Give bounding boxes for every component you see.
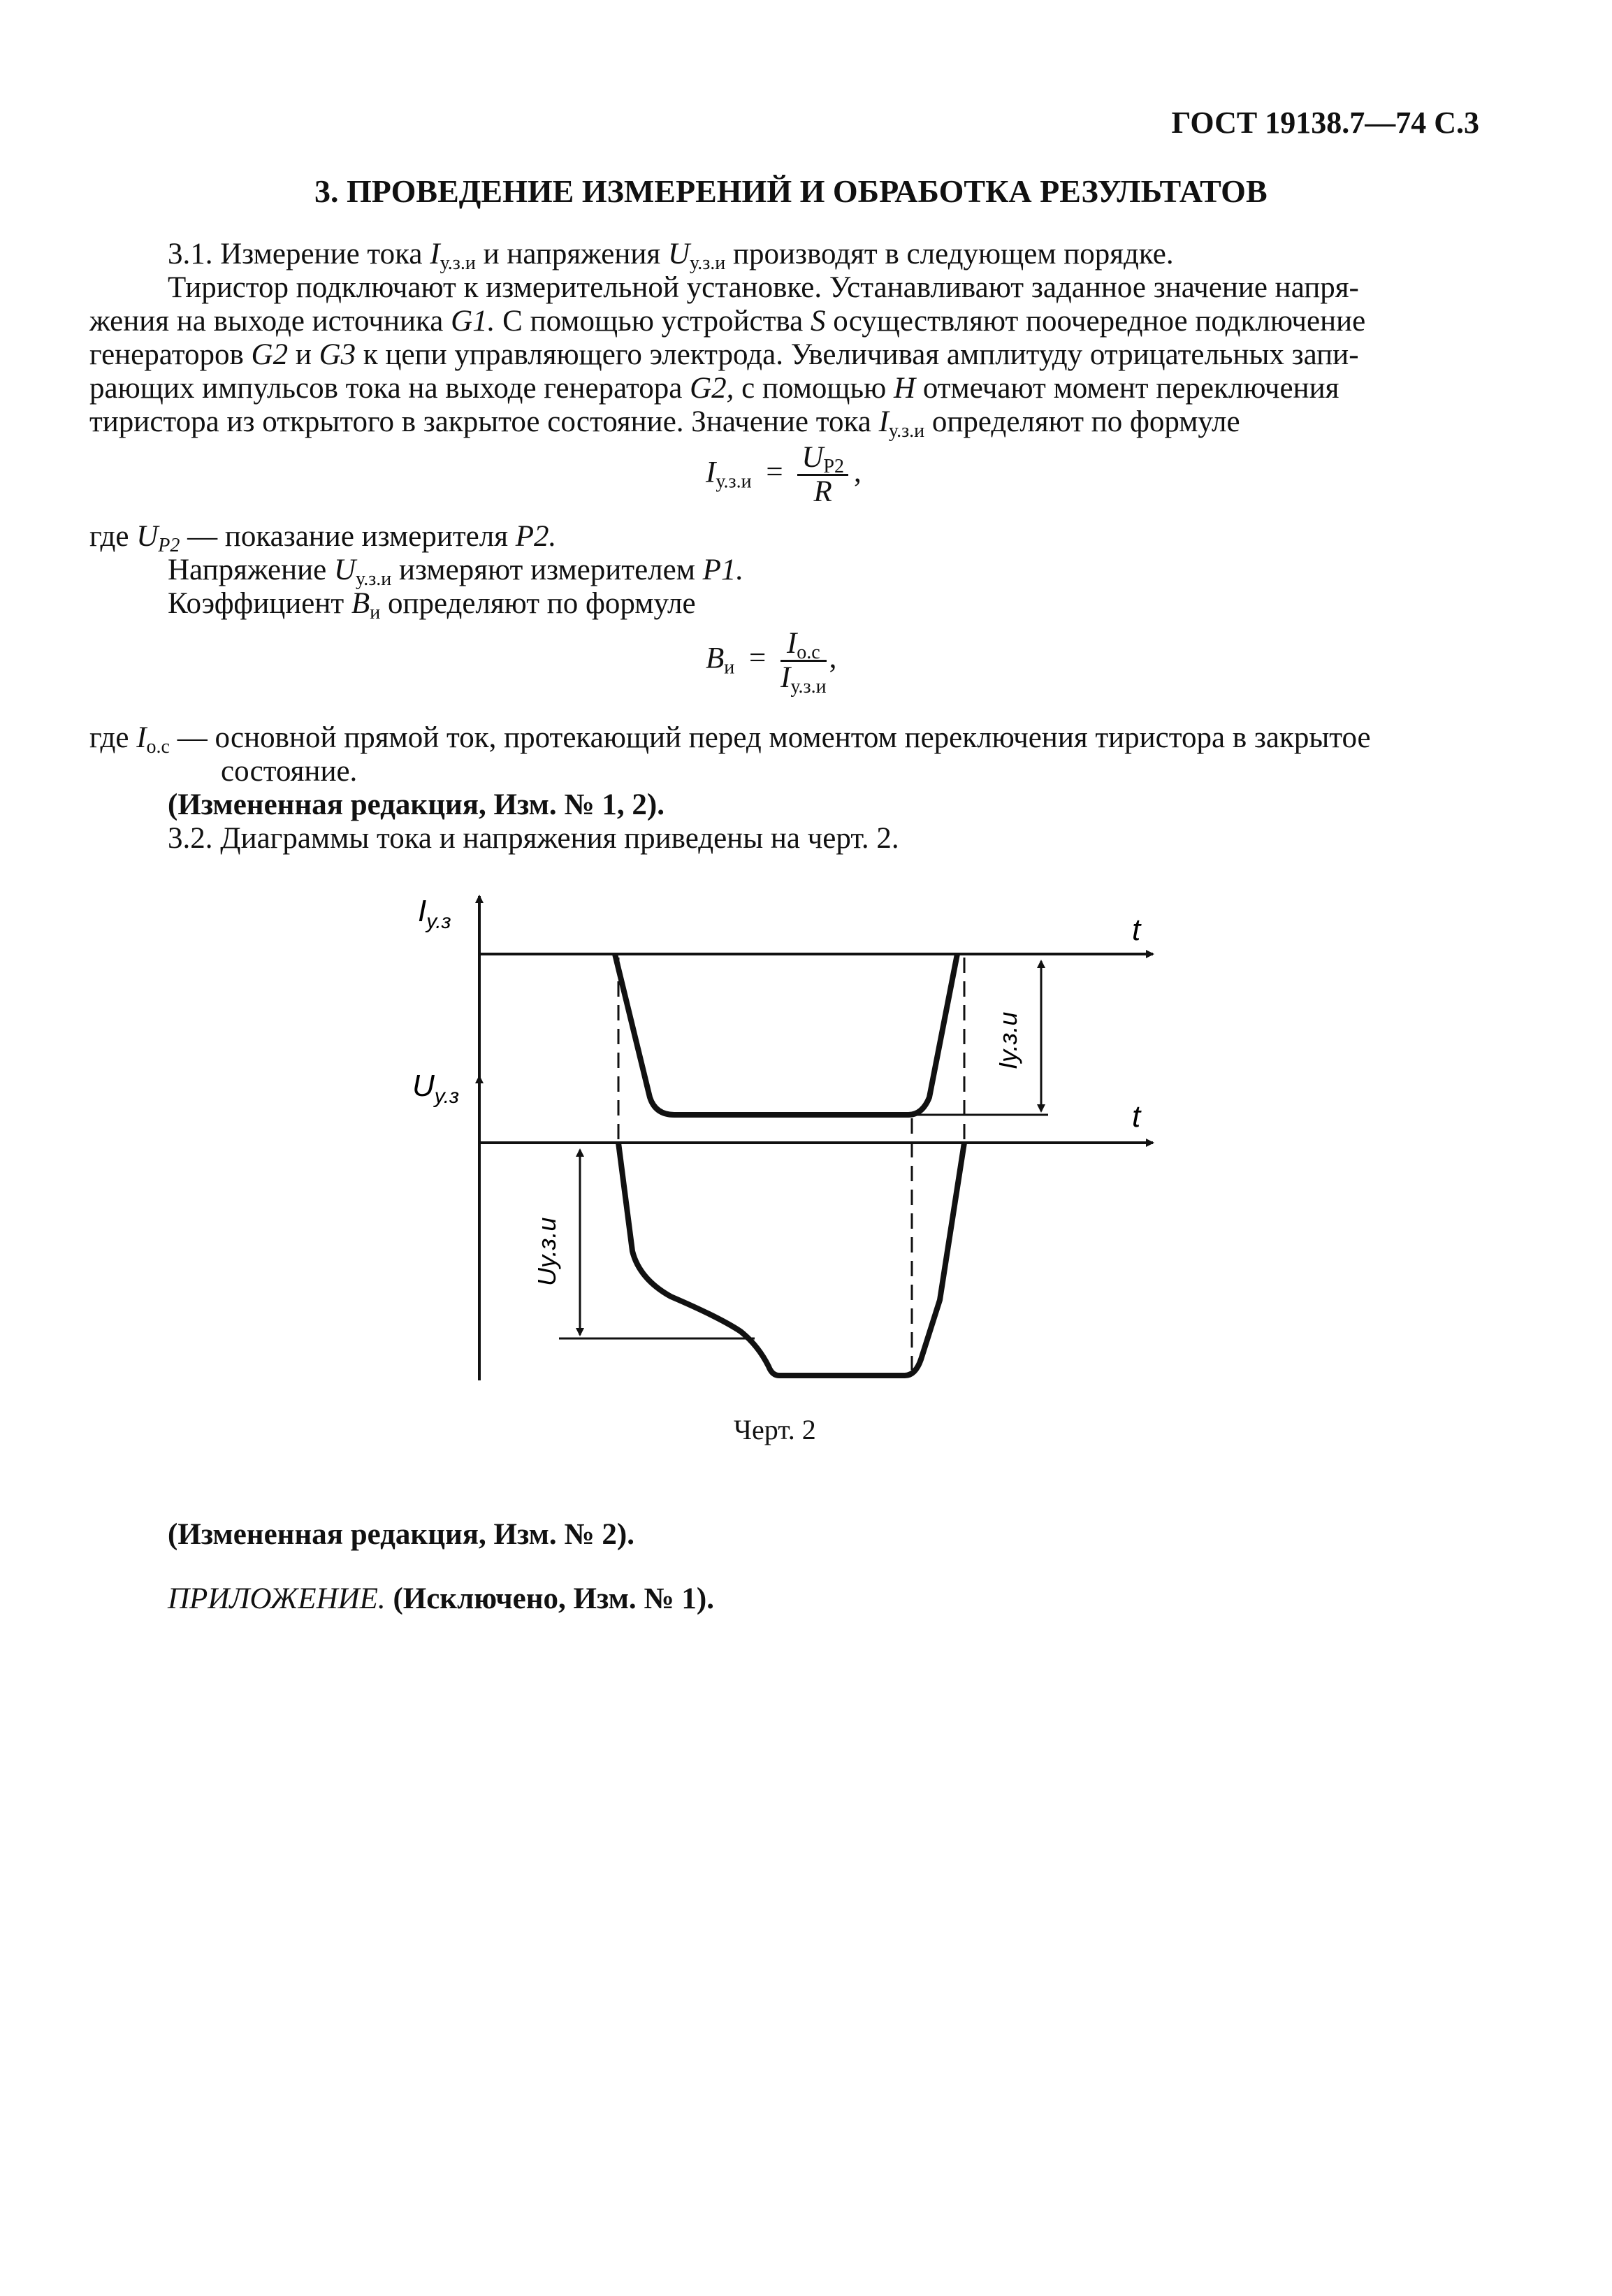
symbol: P1. xyxy=(702,554,744,586)
text: — показание измерителя xyxy=(180,520,516,553)
text: и xyxy=(288,338,319,371)
where-line-cont: состояние. xyxy=(221,755,358,788)
i-dim-label: Iу.з.и xyxy=(994,1011,1022,1069)
u-axis-label: $U_{у.з}$ xyxy=(412,1069,460,1108)
text: измеряют измерителем xyxy=(391,554,703,586)
comma: , xyxy=(829,642,837,675)
paragraph-3-2: 3.2. Диаграммы тока и напряжения приведены на черт. 2. xyxy=(168,822,899,855)
symbol: I xyxy=(430,238,440,270)
subscript: у.з.и xyxy=(716,470,752,493)
text: генераторов xyxy=(89,338,252,371)
subscript: у.з.и xyxy=(888,420,925,442)
symbol: U xyxy=(801,441,824,474)
comma: , xyxy=(853,456,862,489)
text: рающих импульсов тока на выходе генератора xyxy=(89,372,690,405)
subscript: у.з.и xyxy=(356,568,392,590)
symbol: G3 xyxy=(319,338,356,371)
denominator: R xyxy=(813,475,832,508)
symbol: S xyxy=(810,305,826,338)
text: определяют по формуле xyxy=(924,405,1240,438)
subscript: P2 xyxy=(158,535,180,556)
subscript: и xyxy=(724,656,735,679)
equals: = xyxy=(749,642,767,675)
subscript: и xyxy=(370,602,381,623)
text: отмечают момент переключения xyxy=(915,372,1339,405)
symbol: G1. xyxy=(451,305,495,338)
symbol: P2. xyxy=(515,520,557,553)
t-label-top: t xyxy=(1132,913,1141,947)
text: жения на выходе источника xyxy=(89,305,451,338)
figure-caption: Черт. 2 xyxy=(734,1414,816,1445)
text: 3.1. Измерение тока xyxy=(168,238,430,270)
symbol: I xyxy=(878,405,889,438)
symbol: G2 xyxy=(251,338,289,371)
text: производят в следующем порядке. xyxy=(725,238,1174,270)
section-title: 3. ПРОВЕДЕНИЕ ИЗМЕРЕНИЙ И ОБРАБОТКА РЕЗУЛЬТАТОВ xyxy=(314,173,1268,209)
paragraph-line: Тиристор подключают к измерительной установке. Устанавливают заданное значение напря- xyxy=(168,271,1359,304)
symbol: H xyxy=(894,372,916,405)
appendix-title: ПРИЛОЖЕНИЕ. xyxy=(168,1582,386,1615)
subscript: о.с xyxy=(146,736,170,758)
text: тиристора из открытого в закрытое состояние. Значение тока xyxy=(89,405,879,438)
symbol: U xyxy=(136,520,159,553)
text: и напряжения xyxy=(475,238,668,270)
symbol: U xyxy=(333,554,356,586)
subscript: P2 xyxy=(823,456,844,477)
subscript: у.з.и xyxy=(790,676,827,698)
text: Коэффициент xyxy=(168,587,351,620)
symbol: B xyxy=(351,587,370,620)
subscript: у.з.и xyxy=(440,252,476,274)
page-header: ГОСТ 19138.7—74 С.3 xyxy=(1171,106,1479,140)
equals: = xyxy=(766,456,783,489)
appendix-note: (Исключено, Изм. № 1). xyxy=(385,1582,714,1615)
subscript: у.з.и xyxy=(690,252,726,274)
i-axis-label: $I_{у.з}$ xyxy=(418,894,451,933)
t-label-bottom: t xyxy=(1132,1099,1141,1134)
amendment-note: (Измененная редакция, Изм. № 1, 2). xyxy=(168,788,665,821)
symbol: B xyxy=(706,642,725,675)
text: Напряжение xyxy=(168,554,334,586)
text: определяют по формуле xyxy=(380,587,696,620)
text: к цепи управляющего электрода. Увеличивая амплитуду отрицательных запи- xyxy=(356,338,1359,371)
text: осуществляют поочередное подключение xyxy=(825,305,1366,338)
text: С помощью устройства xyxy=(495,305,811,338)
u-dim-label: Uу.з.и xyxy=(532,1217,561,1286)
text: где xyxy=(89,721,137,754)
symbol: I xyxy=(706,456,716,489)
symbol: U xyxy=(667,238,690,270)
text: с помощью xyxy=(734,372,894,405)
current-waveform xyxy=(615,954,957,1115)
text: — основной прямой ток, протекающий перед моментом переключения тиристора в закрытое xyxy=(169,721,1371,754)
symbol: I xyxy=(786,627,797,660)
symbol: G2, xyxy=(690,372,734,405)
subscript: о.с xyxy=(797,642,820,663)
appendix-line xyxy=(168,1581,714,1617)
amendment-note: (Измененная редакция, Изм. № 2). xyxy=(168,1518,634,1551)
text: где xyxy=(89,520,137,553)
symbol: I xyxy=(780,661,791,694)
symbol: I xyxy=(136,721,147,754)
